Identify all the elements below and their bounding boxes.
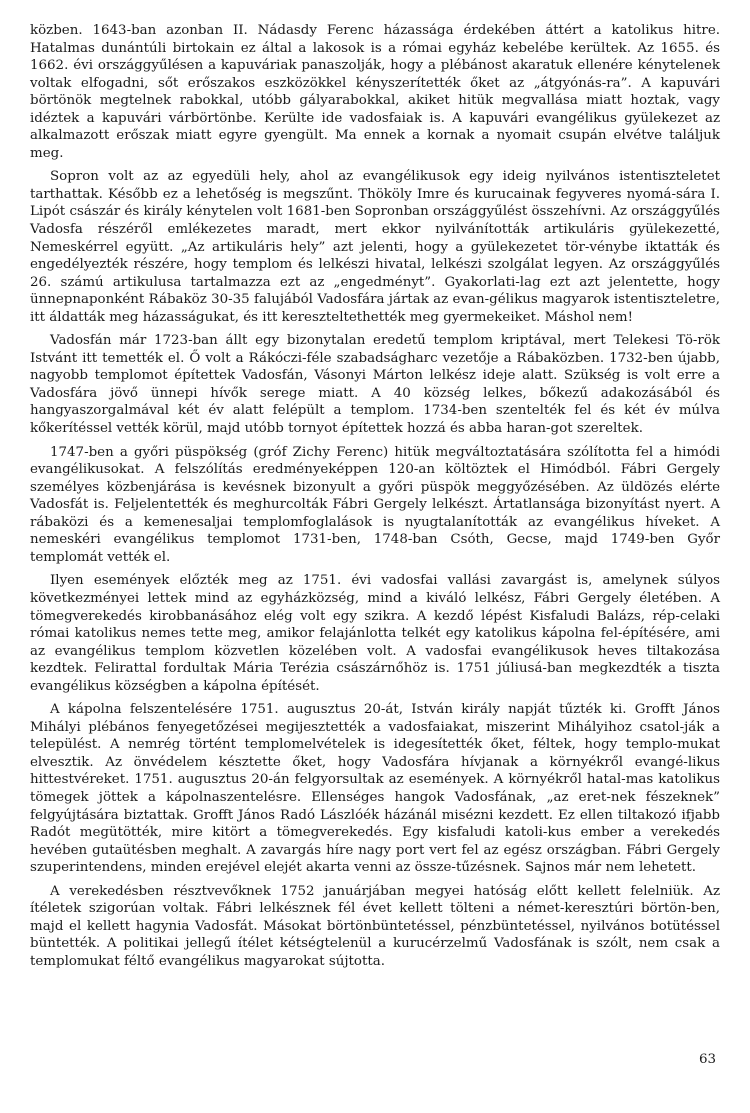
paragraph-3: Vadosfán már 1723-ban állt egy bizonytalan eredetű templom kriptával, mert Telekesi Tö-rök Istvánt itt temették el. Ő volt a Rákóczi-féle szabadságharc vezetője a Rábaközben. 1732-ben újabb, nagyobb templomot építettek Vadosfán, Vásonyi Márton lelkész ideje alatt. Szükség is volt erre a Vadosfára jövő ünnepi hívők serege miatt. A 40 község lelkes, bőkezű adakozásából és hangyaszorgalmával két év alatt felépült a templom. 1734-ben szentelték fel és két év múlva kőkerítéssel vették körül, majd utóbb tornyot építettek hozzá és abba haran-got szereltek. bbox=[30, 333, 720, 437]
document-body bbox=[30, 22, 720, 976]
paragraph-5: Ilyen események előzték meg az 1751. évi vadosfai vallási zavargást is, amelynek súlyos következményei lettek mind az egyházközség, mind a kiváló lelkész, Fábri Gergely életében. A tömegverekedés kirobbanásához elég volt egy szikra. A kezdő lépést Kisfaludi Balázs, rép-celaki római katolikus nemes tette meg, amikor felajánlotta telkét egy katolikus kápolna fel-építésére, ami az evangélikus templom közvetlen közelében volt. A vadosfai evangélikusok heves tiltakozása kezdtek. Felirattal fordultak Mária Terézia császárnőhöz is. 1751 júliusá-ban megkezdték a tiszta evangélikus községben a kápolna építését. bbox=[30, 573, 720, 694]
paragraph-7: A verekedésben résztvevőknek 1752 januárjában megyei hatóság előtt kellett felelniük. Az ítéletek szigorúan voltak. Fábri lelkésznek fél évet kellett tölteni a német-keresztúri börtön-ben, majd el kellett hagynia Vadosfát. Másokat börtönbüntetéssel, pénzbüntetéssel, nyilvános botütéssel büntették. A politikai jellegű ítélet kétségtelenül a kurucérzelmű Vadosfának is szólt, nem csak a templomukat féltő evangélikus magyarokat sújtotta. bbox=[30, 883, 720, 969]
paragraph-6: A kápolna felszentelésére 1751. augusztus 20-át, István király napját tűzték ki. Grofft János Mihályi plébános fenyegetőzései megijesztették a vadosfaiakat, miszerint Mihályihoz csatol-ják a települést. A nemrég történt templomelvételek is idegesítették őket, féltek, hogy templo-mukat elvesztik. Az önvédelem késztette őket, hogy Vadosfára hívjanak a környékről evangé-likus hittestvéreket. 1751. augusztus 20-án felgyorsultak az események. A környékről hatal-mas katolikus tömegek jöttek a kápolnaszentelésre. Ellenséges hangok Vadosfának, „az eret-nek fészeknek” felgyújtására biztattak. Grofft János Radó Lászlóék házánál misézni kezdett. Ez ellen tiltakozó ifjabb Radót megütötték, mire kitört a tömegverekedés. Egy kisfaludi katoli-kus ember a verekedés hevében gutaütésben meghalt. A zavargás híre nagy port vert fel az egész országban. Fábri Gergely szuperintendens, minden erejével elejét akarta venni az össze-tűzésnek. Sajnos már nem lehetett. bbox=[30, 702, 720, 876]
paragraph-2: Sopron volt az az egyedüli hely, ahol az evangélikusok egy ideig nyilvános istentiszteletet tarthattak. Később ez a lehetőség is megszűnt. Thököly Imre és kurucainak fegyveres nyomá-sára I. Lipót császár és király kénytelen volt 1681-ben Sopronban országgyűlést összehívni. Az országgyűlés Vadosfa részéről emlékezetes maradt, mert ekkor nyilvánították artikuláris gyülekezetté, Nemeskérrel együtt. „Az artikuláris hely” azt jelenti, hogy a gyülekezetet tör-vénybe iktatták és engedélyezték részére, hogy templom és lelkészi hivatal, lelkészi szolgálat legyen. Az országgyűlés 26. számú artikulusa tartalmazza ezt az „engedményt”. Gyakorlati-lag ezt azt jelentette, hogy ünnepnaponként Rábaköz 30-35 falujából Vadosfára jártak az evan-gélikus magyarok istentiszteletre, itt áldatták meg házasságukat, és itt kereszteltethették meg gyermekeiket. Máshol nem! bbox=[30, 169, 720, 325]
page-number: 63 bbox=[698, 1052, 716, 1067]
paragraph-4: 1747-ben a győri püspökség (gróf Zichy Ferenc) hitük megváltoztatására szólította fel a himódi evangélikusokat. A felszólítás eredményeképpen 120-an költöztek el Himódból. Fábri Gergely személyes közbenjárása is kevésnek bizonyult a győri püspök meggyőzésében. Az üldözés elérte Vadosfát is. Feljelentették és meghurcolták Fábri Gergely lelkészt. Ártatlansága bizonyítást nyert. A rábaközi és a kemenesaljai templomfoglalások is nyugtalanították az evangélikus híveket. A nemeskéri evangélikus templomot 1731-ben, 1748-ban Csóth, Gecse, majd 1749-ben Győr templomát vették el. bbox=[30, 444, 720, 565]
paragraph-1: közben. 1643-ban azonban II. Nádasdy Ferenc házassága érdekében áttért a katolikus hitre. Hatalmas dunántúli birtokain ez által a lakosok is a római egyház kebelébe kerültek. Az 1655. és 1662. évi országgyűlésen a kapuváriak panaszolják, hogy a plébánost akaratuk ellenére kénytelenek voltak elfogadni, sőt erőszakos eszközökkel kényszerítették őket az „átgyónás-ra”. A kapuvári börtönök megtelnek rabokkal, utóbb gályarabokkal, akiket hitük megvallása miatt hoztak, vagy idéztek a kapuvári várbörtönbe. Kerülte ide vadosfaiak is. A kapuvári evangélikus gyülekezet az alkalmazott erőszak miatt egyre gyengült. Ma ennek a kornak a nyomait csupán elvétve találjuk meg. bbox=[30, 23, 720, 161]
